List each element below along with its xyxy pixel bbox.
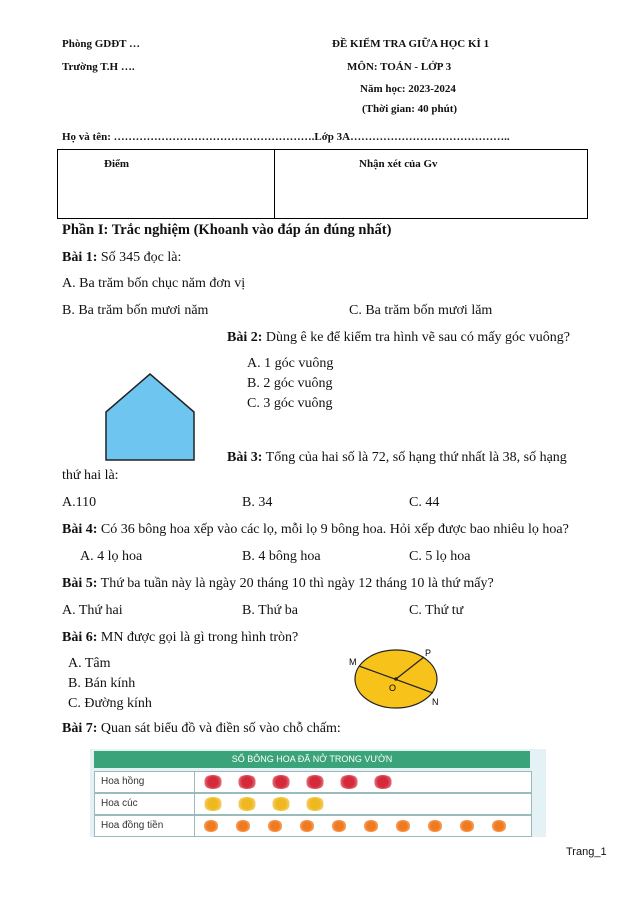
student-name-line: Họ và tên: ……………………………………………….Lớp 3A…………………………………….. (62, 131, 510, 143)
q1-option-b: B. Ba trăm bốn mươi năm (62, 303, 209, 318)
flower-icon (363, 820, 379, 832)
flower-icon (305, 797, 325, 811)
q5-option-a: A. Thứ hai (62, 603, 123, 618)
q3-option-b: B. 34 (242, 495, 273, 510)
q3-question: Bài 3: Tổng của hai số là 72, số hạng thứ nhất là 38, số hạng (227, 450, 567, 465)
q3-option-a: A.110 (62, 495, 97, 510)
q1-question: Bài 1: Số 345 đọc là: (62, 250, 182, 265)
pictograph (90, 749, 546, 837)
exam-title: ĐỀ KIỂM TRA GIỮA HỌC KÌ 1 (332, 38, 490, 50)
page-number: Trang_1 (566, 846, 607, 858)
flower-icon (459, 820, 475, 832)
school-year: Năm học: 2023-2024 (360, 83, 456, 95)
q5-question: Bài 5: Thứ ba tuần này là ngày 20 tháng 10 thì ngày 12 tháng 10 là thứ mấy? (62, 576, 494, 591)
pentagon-house-shape (104, 372, 196, 462)
q2-option-a: A. 1 góc vuông (247, 356, 334, 371)
label-o: O (389, 683, 397, 693)
flower-icon (271, 775, 291, 789)
q3-question-cont: thứ hai là: (62, 468, 119, 483)
exam-time: (Thời gian: 40 phút) (362, 103, 458, 115)
q1-option-c: C. Ba trăm bốn mươi lăm (349, 303, 493, 318)
q4-option-c: C. 5 lọ hoa (409, 549, 471, 564)
label-m: M (349, 657, 357, 667)
center-point (394, 677, 398, 681)
q6-option-b: B. Bán kính (68, 676, 136, 691)
q7-question: Bài 7: Quan sát biểu đồ và điền số vào chỗ chấm: (62, 721, 341, 736)
q2-option-c: C. 3 góc vuông (247, 396, 333, 411)
score-table (57, 149, 588, 219)
flower-icon (237, 775, 257, 789)
flower-icon (299, 820, 315, 832)
score-cell: Điểm (58, 150, 275, 219)
q3-option-c: C. 44 (409, 495, 440, 510)
subject-label: MÔN: TOÁN - LỚP 3 (347, 61, 452, 73)
part1-title: Phần I: Trắc nghiệm (Khoanh vào đáp án đúng nhất) (62, 222, 392, 238)
flower-icon (203, 797, 223, 811)
department-label: Phòng GDĐT … (62, 38, 141, 50)
q6-question: Bài 6: MN được gọi là gì trong hình tròn? (62, 630, 299, 645)
flower-icon (203, 820, 219, 832)
label-p: P (425, 648, 432, 658)
q6-option-c: C. Đường kính (68, 696, 152, 711)
q1-option-a: A. Ba trăm bốn chục năm đơn vị (62, 276, 246, 291)
pictograph-row-label: Hoa hồng (95, 772, 195, 792)
q5-option-b: B. Thứ ba (242, 603, 298, 618)
pictograph-row (94, 771, 532, 793)
q6-option-a: A. Tâm (68, 656, 111, 671)
flower-icon (491, 820, 507, 832)
school-label: Trường T.H …. (62, 61, 135, 73)
flower-icon (373, 775, 393, 789)
teacher-comment-cell: Nhận xét của Gv (275, 150, 588, 219)
q2-option-b: B. 2 góc vuông (247, 376, 333, 391)
q4-option-a: A. 4 lọ hoa (80, 549, 143, 564)
flower-icon (331, 820, 347, 832)
q4-option-b: B. 4 bông hoa (242, 549, 321, 564)
flower-icon (395, 820, 411, 832)
flower-icon (271, 797, 291, 811)
pictograph-row (94, 815, 532, 837)
flower-icon (203, 775, 223, 789)
circle-diagram (340, 645, 450, 710)
q5-option-c: C. Thứ tư (409, 603, 464, 618)
flower-icon (339, 775, 359, 789)
q4-question: Bài 4: Có 36 bông hoa xếp vào các lọ, mỗi lọ 9 bông hoa. Hỏi xếp được bao nhiêu lọ hoa? (62, 522, 569, 537)
pictograph-row-label: Hoa đồng tiền (95, 816, 195, 836)
flower-icon (305, 775, 325, 789)
label-n: N (432, 697, 439, 707)
q2-question: Bài 2: Dùng ê ke để kiểm tra hình vẽ sau có mấy góc vuông? (227, 330, 570, 345)
pictograph-row (94, 793, 532, 815)
pictograph-title: SỐ BÔNG HOA ĐÃ NỞ TRONG VƯỜN (94, 751, 530, 768)
flower-icon (235, 820, 251, 832)
flower-icon (427, 820, 443, 832)
pictograph-row-label: Hoa cúc (95, 794, 195, 814)
flower-icon (267, 820, 283, 832)
flower-icon (237, 797, 257, 811)
